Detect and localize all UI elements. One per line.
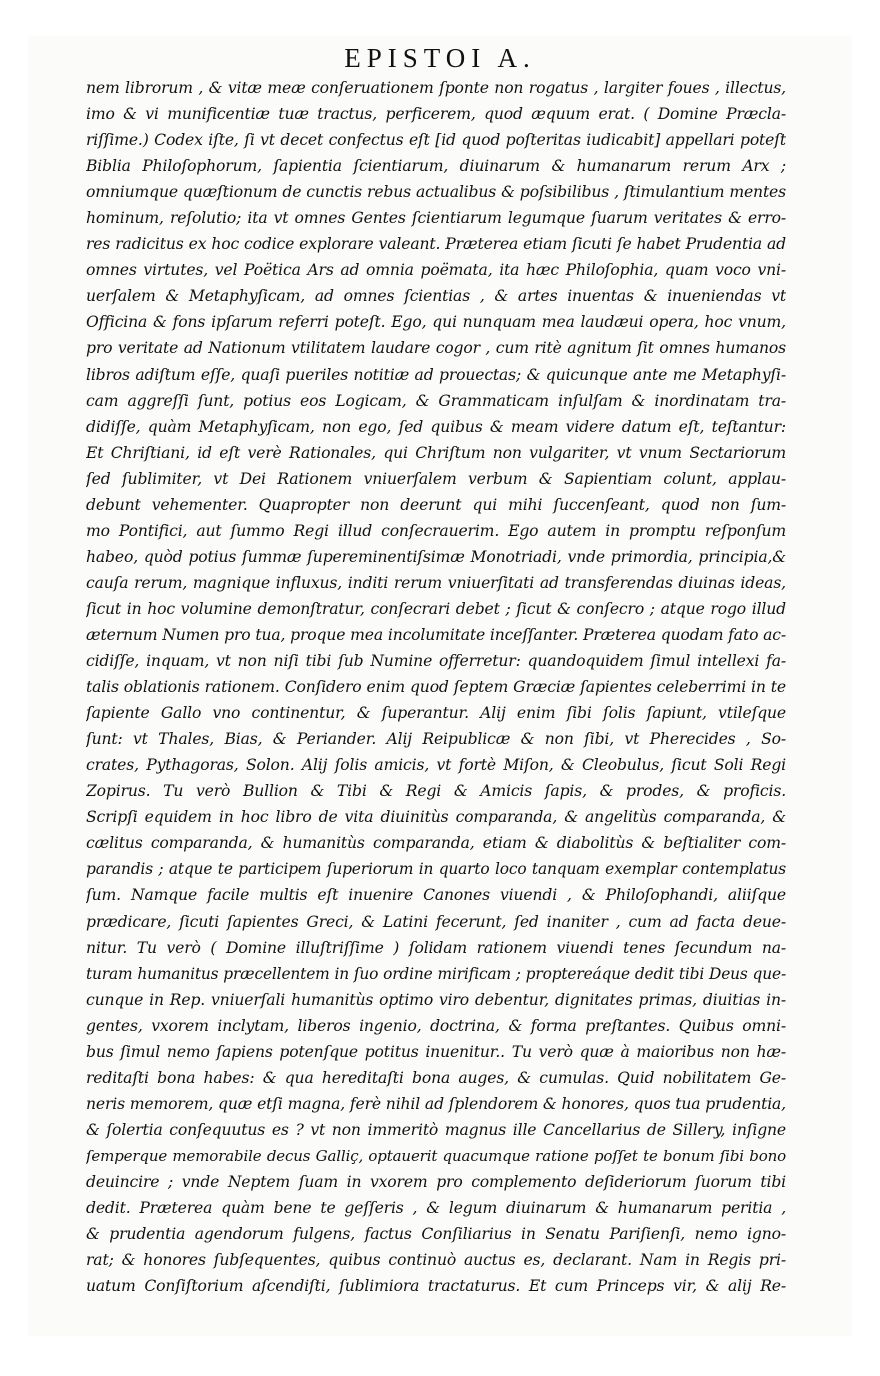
text-line: ſemperque memorabile decus Galliç, optauerit quacumque ratione poſſet te bonum ſibi bono: [86, 1146, 786, 1165]
text-line: omnes virtutes, vel Poëtica Ars ad omnia poëmata, ita hæc Philoſophia, quam voco vni-: [86, 261, 786, 280]
text-line: rat; & honores ſubſequentes, quibus continuò auctus es, declarant. Nam in Regis pri-: [86, 1251, 786, 1270]
body-text: [86, 75, 786, 1299]
text-line: prædicare, ſicuti ſapientes Greci, & Latini fecerunt, ſed inaniter , cum ad facta deue-: [86, 912, 786, 931]
text-line: mo Pontifici, aut ſummo Regi illud conſecrauerim. Ego autem in promptu reſponſum: [86, 521, 786, 540]
text-line: æternum Numen pro tua, proque mea incolumitate inceſſanter. Præterea quodam fato ac-: [86, 625, 786, 644]
text-line: ſicut in hoc volumine demonſtratur, conſecrari debet ; ſicut & conſecro ; atque rogo illud: [86, 599, 786, 618]
text-line: nitur. Tu verò ( Domine illuſtriſſime ) ſolidam rationem viuendi tenes ſecundum na-: [86, 938, 786, 957]
text-line: ſed ſublimiter, vt Dei Rationem vniuerſalem verbum & Sapientiam colunt, applau-: [86, 469, 786, 488]
text-line: ſum. Namque facile multis eſt inuenire Canones viuendi , & Philoſophandi, aliiſque: [86, 886, 786, 905]
text-line: & ſolertia conſequutus es ? vt non immeritò magnus ille Cancellarius de Sillery, inſigne: [86, 1120, 786, 1139]
text-line: deuincire ; vnde Neptem ſuam in vxorem pro complemento deſideriorum ſuorum tibi: [86, 1172, 786, 1191]
text-line: libros adiſtum eſſe, quaſi pueriles notitiæ ad prouectas; & quicunque ante me Metaphyſi-: [86, 365, 786, 384]
text-line: imo & vi munificentiæ tuæ tractus, perficerem, quod æquum erat. ( Domine Præcla-: [86, 105, 786, 124]
text-line: hominum, reſolutio; ita vt omnes Gentes ſcientiarum legumque ſuarum veritates & erro-: [86, 209, 786, 228]
text-line: parandis ; atque te participem ſuperiorum in quarto loco tanquam exemplar contemplatus: [86, 860, 786, 879]
text-line: Biblia Philoſophorum, ſapientia ſcientiarum, diuinarum & humanarum rerum Arx ;: [86, 157, 786, 176]
text-line: neris memorem, quæ etſi magna, ferè nihil ad ſplendorem & honores, quos tua prudentia,: [86, 1094, 786, 1113]
text-line: cidiſſe, inquam, vt non niſi tibi ſub Numine offerretur: quandoquidem ſimul intellexi fa-: [86, 652, 786, 671]
text-line: ſunt: vt Thales, Bias, & Periander. Alij Reipublicæ & non ſibi, vt Pherecides , So-: [86, 730, 786, 749]
text-line: crates, Pythagoras, Solon. Alij ſolis amicis, vt fortè Miſon, & Cleobulus, ſicut Soli Regi: [86, 756, 786, 775]
text-line: nem librorum , & vitæ meæ conſeruationem ſponte non rogatus , largiter foues , illectus,: [86, 79, 786, 97]
text-line: omniumque quæſtionum de cunctis rebus actualibus & poſsibilibus , ſtimulantium mentes: [86, 183, 786, 202]
text-line: Et Chriſtiani, id eſt verè Rationales, qui Chriſtum non vulgariter, vt vnum Sectariorum: [86, 443, 786, 462]
text-line: cunque in Rep. vniuerſali humanitùs optimo viro debentur, dignitates primas, diuitias in-: [86, 990, 786, 1009]
text-line: Zopirus. Tu verò Bullion & Tibi & Regi & Amicis ſapis, & prodes, & proficis.: [86, 782, 786, 801]
text-line: cauſa rerum, magnique influxus, inditi rerum vniuerſitati ad transferendas diuinas ideas,: [86, 573, 786, 592]
text-line: uatum Conſiſtorium aſcendiſti, ſublimiora tractaturus. Et cum Princeps vir, & alij Re-: [86, 1277, 786, 1296]
text-line: didiſſe, quàm Metaphyſicam, non ego, ſed quibus & meam videre datum eſt, teſtantur:: [86, 417, 786, 436]
text-line: habeo, quòd potius ſummæ ſupereminentiſsimæ Monotriadi, vnde primordia, principia,&: [86, 547, 786, 566]
text-line: gentes, vxorem inclytam, liberos ingenio, doctrina, & forma preſtantes. Quibus omni-: [86, 1016, 786, 1035]
text-line: Scripſi equidem in hoc libro de vita diuinitùs comparanda, & angelitùs comparanda, &: [86, 808, 786, 827]
text-line: debunt vehementer. Quapropter non deerunt qui mihi ſuccenſeant, quod non ſum-: [86, 495, 786, 514]
text-line: bus ſimul nemo ſapiens potenſque potitus inuenitur.. Tu verò quæ à maioribus non hæ-: [86, 1042, 786, 1061]
text-line: Officina & fons ipſarum referri poteſt. Ego, qui nunquam mea laudæui opera, hoc vnum,: [86, 313, 786, 332]
text-line: talis oblationis rationem. Conſidero enim quod ſeptem Græciæ ſapientes celeberrimi in te: [86, 678, 786, 697]
text-line: & prudentia agendorum fulgens, factus Conſiliarius in Senatu Pariſienſi, nemo igno-: [86, 1225, 786, 1244]
page-header: EPISTOI A.: [344, 43, 536, 73]
text-line: res radicitus ex hoc codice explorare valeant. Præterea etiam ſicuti ſe habet Prudentia ad: [86, 235, 786, 254]
text-line: reditaſti bona habes: & qua hereditaſti bona auges, & cumulas. Quid nobilitatem Ge-: [86, 1068, 786, 1087]
text-line: uerſalem & Metaphyſicam, ad omnes ſcientias , & artes inuentas & inueniendas vt: [86, 287, 786, 306]
text-line: dedit. Præterea quàm bene te geſſeris , & legum diuinarum & humanarum peritia ,: [86, 1199, 786, 1218]
text-line: ſapiente Gallo vno continentur, & ſuperantur. Alij enim ſibi ſolis ſapiunt, vtileſque: [86, 704, 786, 723]
text-line: pro veritate ad Nationum vtilitatem laudare cogor , cum ritè agnitum ſit omnes humanos: [86, 339, 786, 358]
text-line: cam aggreſſi ſunt, potius eos Logicam, & Grammaticam inſulſam & inordinatam tra-: [86, 391, 786, 410]
text-line: riſſime.) Codex iſte, ſi vt decet confectus eſt [id quod poſteritas iudicabit] appellari poteſt: [86, 131, 786, 150]
text-line: turam humanitus præcellentem in ſuo ordine mirificam ; proptereáque dedit tibi Deus que-: [86, 964, 786, 983]
text-line: cælitus comparanda, & humanitùs comparanda, etiam & diabolitùs & beſtialiter com-: [86, 834, 786, 853]
